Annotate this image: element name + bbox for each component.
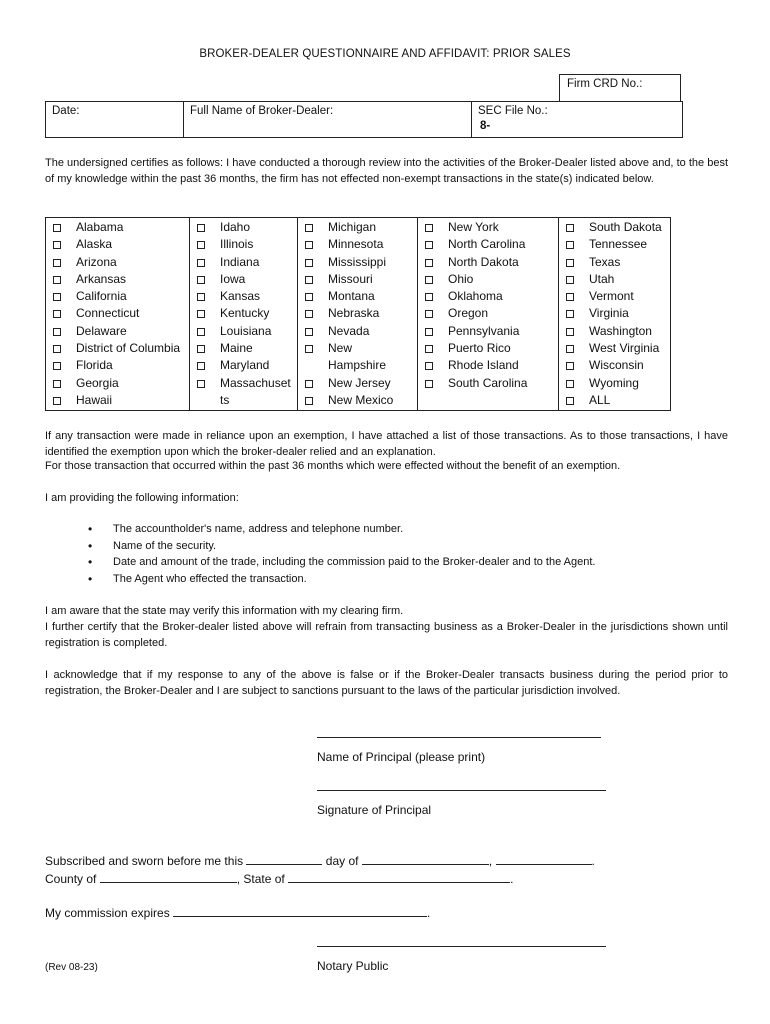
state-label: Georgia bbox=[76, 375, 119, 390]
state-checkbox-item[interactable] bbox=[197, 357, 297, 374]
checkbox-icon[interactable] bbox=[425, 276, 433, 284]
states-column-1 bbox=[46, 218, 190, 411]
state-checkbox-item[interactable] bbox=[566, 392, 670, 409]
revision-label: (Rev 08-23) bbox=[45, 962, 98, 973]
day-of-label: day of bbox=[325, 854, 359, 868]
state-checkbox-item[interactable] bbox=[305, 340, 417, 375]
principal-name-line[interactable] bbox=[317, 737, 601, 738]
subscribed-row: Subscribed and sworn before me this day of , . bbox=[45, 854, 595, 868]
checkbox-icon[interactable] bbox=[566, 397, 574, 405]
checkbox-icon[interactable] bbox=[425, 293, 433, 301]
checkbox-icon[interactable] bbox=[425, 362, 433, 370]
state-label: Louisiana bbox=[220, 323, 272, 338]
checkbox-icon[interactable] bbox=[197, 259, 205, 267]
state-checkbox-item[interactable] bbox=[566, 305, 670, 322]
checkbox-icon[interactable] bbox=[425, 345, 433, 353]
header-table bbox=[45, 101, 683, 138]
sec-file-field[interactable] bbox=[472, 102, 683, 138]
state-label: Rhode Island bbox=[448, 358, 519, 373]
broker-name-label: Full Name of Broker-Dealer: bbox=[190, 105, 334, 117]
commission-row: My commission expires . bbox=[45, 906, 431, 920]
state-checkbox-item[interactable] bbox=[566, 323, 670, 340]
state-label: Iowa bbox=[220, 271, 246, 286]
checkbox-icon[interactable] bbox=[305, 224, 313, 232]
refrain-text: I further certify that the Broker-dealer listed above will refrain from transacting business as a Broker-Dealer in the jurisdictions shown until registration is completed. bbox=[45, 621, 728, 649]
state-label: Illinois bbox=[220, 237, 254, 252]
state-checkbox-item[interactable] bbox=[305, 392, 417, 409]
state-label: West Virginia bbox=[589, 341, 660, 356]
state-label: South Dakota bbox=[589, 220, 662, 234]
state-label: North Dakota bbox=[448, 254, 519, 269]
checkbox-icon[interactable] bbox=[305, 293, 313, 301]
state-checkbox-item[interactable] bbox=[566, 375, 670, 392]
state-checkbox-item[interactable] bbox=[305, 236, 417, 253]
state-label: District of Columbia bbox=[76, 341, 181, 356]
state-label: Maryland bbox=[220, 358, 270, 373]
state-checkbox-item[interactable] bbox=[305, 288, 417, 305]
notary-label: Notary Public bbox=[317, 959, 389, 973]
checkbox-icon[interactable] bbox=[53, 328, 61, 336]
checkbox-icon[interactable] bbox=[566, 224, 574, 232]
state-label: Ohio bbox=[448, 271, 474, 286]
state-checkbox-item[interactable] bbox=[305, 219, 417, 236]
checkbox-icon[interactable] bbox=[53, 310, 61, 318]
date-field[interactable] bbox=[46, 102, 184, 138]
state-label: Pennsylvania bbox=[448, 323, 520, 338]
state-label: Wyoming bbox=[589, 375, 639, 390]
day-line[interactable] bbox=[246, 854, 322, 865]
state-label: Alaska bbox=[76, 237, 113, 252]
commission-line[interactable] bbox=[173, 906, 427, 917]
checkbox-icon[interactable] bbox=[53, 224, 61, 232]
exemption-text-2: For those transaction that occurred within the past 36 months which were effected without the benefit of an exemption. bbox=[45, 460, 621, 472]
state-label: Kentucky bbox=[220, 306, 270, 321]
state-label: New Hampshire bbox=[328, 341, 387, 373]
checkbox-icon[interactable] bbox=[425, 259, 433, 267]
state-label: Maine bbox=[220, 341, 253, 356]
checkbox-icon[interactable] bbox=[305, 380, 313, 388]
state-checkbox-item[interactable] bbox=[53, 254, 189, 271]
checkbox-icon[interactable] bbox=[197, 293, 205, 301]
states-column-4 bbox=[418, 218, 559, 411]
state-label: Vermont bbox=[589, 289, 634, 304]
state-label: Texas bbox=[589, 254, 621, 269]
state-checkbox-item[interactable] bbox=[53, 305, 189, 322]
checkbox-icon[interactable] bbox=[197, 310, 205, 318]
info-list bbox=[88, 521, 595, 587]
state-checkbox-item[interactable] bbox=[425, 219, 558, 236]
state-checkbox-item[interactable] bbox=[53, 392, 189, 409]
state-checkbox-item[interactable] bbox=[197, 323, 297, 340]
state-label: Massachusetts bbox=[220, 375, 291, 407]
list-item: • Name of the security. bbox=[88, 538, 595, 555]
state-checkbox-item[interactable] bbox=[197, 271, 297, 288]
year-line[interactable] bbox=[496, 854, 592, 865]
state-label: Delaware bbox=[76, 323, 127, 338]
state-line[interactable] bbox=[288, 872, 510, 883]
state-label: Arizona bbox=[76, 254, 117, 269]
state-label: New York bbox=[448, 220, 499, 234]
state-checkbox-item[interactable] bbox=[425, 254, 558, 271]
state-label: ALL bbox=[589, 392, 611, 407]
principal-signature-line[interactable] bbox=[317, 790, 606, 791]
state-checkbox-item[interactable] bbox=[53, 288, 189, 305]
state-label: South Carolina bbox=[448, 375, 528, 390]
notary-line[interactable] bbox=[317, 946, 606, 947]
commission-label: My commission expires bbox=[45, 906, 170, 920]
state-label: Montana bbox=[328, 289, 375, 304]
state-checkbox-item[interactable] bbox=[425, 340, 558, 357]
states-column-3 bbox=[298, 218, 418, 411]
checkbox-icon[interactable] bbox=[53, 380, 61, 388]
state-checkbox-item[interactable] bbox=[197, 236, 297, 253]
state-label: Nebraska bbox=[328, 306, 380, 321]
subscribed-label: Subscribed and sworn before me this bbox=[45, 854, 244, 868]
state-label: Florida bbox=[76, 358, 113, 373]
checkbox-icon[interactable] bbox=[305, 345, 313, 353]
state-label: Virginia bbox=[589, 306, 629, 321]
checkbox-icon[interactable] bbox=[566, 259, 574, 267]
checkbox-icon[interactable] bbox=[53, 241, 61, 249]
checkbox-icon[interactable] bbox=[305, 328, 313, 336]
state-label: Connecticut bbox=[76, 306, 140, 321]
state-label: Mississippi bbox=[328, 254, 387, 269]
checkbox-icon[interactable] bbox=[53, 362, 61, 370]
state-label: Puerto Rico bbox=[448, 341, 511, 356]
checkbox-icon[interactable] bbox=[566, 276, 574, 284]
state-label: New Jersey bbox=[328, 375, 391, 390]
state-checkbox-item[interactable] bbox=[566, 340, 670, 357]
state-checkbox-item[interactable] bbox=[566, 219, 670, 236]
state-checkbox-item[interactable] bbox=[566, 357, 670, 374]
state-checkbox-item[interactable] bbox=[566, 236, 670, 253]
exemption-text-1: If any transaction were made in reliance upon an exemption, I have attached a list of those transactions. As to those transactions, I have identified the exemption upon which the broker-dealer relied and an explanation. bbox=[45, 430, 728, 458]
state-checkbox-item[interactable] bbox=[53, 375, 189, 392]
checkbox-icon[interactable] bbox=[305, 397, 313, 405]
state-label: Wisconsin bbox=[589, 358, 644, 373]
state-checkbox-item[interactable] bbox=[53, 323, 189, 340]
checkbox-icon[interactable] bbox=[53, 276, 61, 284]
checkbox-icon[interactable] bbox=[53, 259, 61, 267]
checkbox-icon[interactable] bbox=[197, 276, 205, 284]
date-label: Date: bbox=[52, 105, 80, 117]
state-checkbox-item[interactable] bbox=[425, 236, 558, 253]
state-label: North Carolina bbox=[448, 237, 526, 252]
firm-crd-field[interactable] bbox=[559, 74, 681, 102]
month-line[interactable] bbox=[362, 854, 489, 865]
state-checkbox-item[interactable] bbox=[566, 271, 670, 288]
acknowledge-text: I acknowledge that if my response to any of the above is false or if the Broker-Dealer transacts business during the period prior to registration, the Broker-Dealer and I are subject to sanctions pursuant to the laws of the particular jurisdiction involved. bbox=[45, 669, 728, 697]
sec-file-label: SEC File No.: bbox=[478, 105, 548, 117]
state-label: Arkansas bbox=[76, 271, 127, 286]
checkbox-icon[interactable] bbox=[53, 397, 61, 405]
sec-file-value: 8- bbox=[480, 120, 491, 132]
state-label: New Mexico bbox=[328, 392, 394, 407]
checkbox-icon[interactable] bbox=[53, 345, 61, 353]
checkbox-icon[interactable] bbox=[197, 380, 205, 388]
state-label: Missouri bbox=[328, 271, 373, 286]
state-checkbox-item[interactable] bbox=[197, 288, 297, 305]
checkbox-icon[interactable] bbox=[566, 328, 574, 336]
aware-text: I am aware that the state may verify this information with my clearing firm. bbox=[45, 605, 404, 617]
broker-name-field[interactable] bbox=[184, 102, 472, 138]
state-checkbox-item[interactable] bbox=[53, 340, 189, 357]
checkbox-icon[interactable] bbox=[566, 362, 574, 370]
county-row: County of , State of . bbox=[45, 872, 514, 886]
state-label: , State of bbox=[236, 872, 285, 886]
state-label: Utah bbox=[589, 271, 615, 286]
checkbox-icon[interactable] bbox=[305, 310, 313, 318]
state-label: Idaho bbox=[220, 220, 251, 234]
state-checkbox-item[interactable] bbox=[425, 288, 558, 305]
checkbox-icon[interactable] bbox=[566, 380, 574, 388]
state-label: Michigan bbox=[328, 220, 377, 234]
checkbox-icon[interactable] bbox=[305, 259, 313, 267]
state-checkbox-item[interactable] bbox=[197, 340, 297, 357]
county-label: County of bbox=[45, 872, 97, 886]
state-label: Alabama bbox=[76, 220, 124, 234]
providing-text: I am providing the following information: bbox=[45, 492, 239, 504]
state-checkbox-item[interactable] bbox=[305, 305, 417, 322]
principal-signature-label: Signature of Principal bbox=[317, 803, 432, 817]
checkbox-icon[interactable] bbox=[197, 241, 205, 249]
state-checkbox-item[interactable] bbox=[566, 288, 670, 305]
firm-crd-label: Firm CRD No.: bbox=[567, 78, 643, 90]
checkbox-icon[interactable] bbox=[425, 310, 433, 318]
state-checkbox-item[interactable] bbox=[305, 375, 417, 392]
state-checkbox-item[interactable] bbox=[53, 236, 189, 253]
state-label: California bbox=[76, 289, 127, 304]
state-label: Hawaii bbox=[76, 392, 113, 407]
state-checkbox-item[interactable] bbox=[197, 305, 297, 322]
state-label: Kansas bbox=[220, 289, 261, 304]
state-checkbox-item[interactable] bbox=[197, 254, 297, 271]
state-checkbox-item[interactable] bbox=[197, 375, 297, 410]
state-label: Oregon bbox=[448, 306, 489, 321]
state-label: Indiana bbox=[220, 254, 260, 269]
state-checkbox-item[interactable] bbox=[305, 254, 417, 271]
list-item: • Date and amount of the trade, including the commission paid to the Broker-dealer and to the Agent. bbox=[88, 554, 595, 571]
state-checkbox-item[interactable] bbox=[53, 357, 189, 374]
state-checkbox-item[interactable] bbox=[305, 323, 417, 340]
checkbox-icon[interactable] bbox=[425, 328, 433, 336]
states-column-2 bbox=[190, 218, 298, 411]
state-checkbox-item[interactable] bbox=[305, 271, 417, 288]
state-checkbox-item[interactable] bbox=[566, 254, 670, 271]
checkbox-icon[interactable] bbox=[197, 328, 205, 336]
states-column-5 bbox=[559, 218, 671, 411]
state-checkbox-item[interactable] bbox=[425, 305, 558, 322]
state-checkbox-item[interactable] bbox=[53, 271, 189, 288]
state-label: Tennessee bbox=[589, 237, 648, 252]
checkbox-icon[interactable] bbox=[566, 345, 574, 353]
checkbox-icon[interactable] bbox=[566, 293, 574, 301]
checkbox-icon[interactable] bbox=[197, 362, 205, 370]
state-label: Minnesota bbox=[328, 237, 384, 252]
checkbox-icon[interactable] bbox=[197, 345, 205, 353]
states-table bbox=[45, 217, 671, 411]
checkbox-icon[interactable] bbox=[566, 241, 574, 249]
checkbox-icon[interactable] bbox=[305, 241, 313, 249]
checkbox-icon[interactable] bbox=[425, 380, 433, 388]
list-item: • The Agent who effected the transaction. bbox=[88, 571, 595, 588]
state-label: Washington bbox=[589, 323, 652, 338]
checkbox-icon[interactable] bbox=[566, 310, 574, 318]
list-item: • The accountholder's name, address and telephone number. bbox=[88, 521, 595, 538]
checkbox-icon[interactable] bbox=[425, 224, 433, 232]
state-checkbox-item[interactable] bbox=[425, 271, 558, 288]
state-checkbox-item[interactable] bbox=[53, 219, 189, 236]
principal-name-label: Name of Principal (please print) bbox=[317, 750, 486, 764]
form-title: BROKER-DEALER QUESTIONNAIRE AND AFFIDAVIT: PRIOR SALES bbox=[199, 48, 571, 60]
state-label: Nevada bbox=[328, 323, 370, 338]
checkbox-icon[interactable] bbox=[197, 224, 205, 232]
state-checkbox-item[interactable] bbox=[197, 219, 297, 236]
state-label: Oklahoma bbox=[448, 289, 503, 304]
certification-text: The undersigned certifies as follows: I have conducted a thorough review into the activities of the Broker-Dealer listed above and, to the best of my knowledge within the past 36 months, the firm has not effected non-exempt transactions in the state(s) indicated below. bbox=[45, 157, 728, 185]
checkbox-icon[interactable] bbox=[305, 276, 313, 284]
state-checkbox-item[interactable] bbox=[425, 357, 558, 374]
state-checkbox-item[interactable] bbox=[425, 323, 558, 340]
county-line[interactable] bbox=[100, 872, 237, 883]
checkbox-icon[interactable] bbox=[53, 293, 61, 301]
checkbox-icon[interactable] bbox=[425, 241, 433, 249]
state-checkbox-item[interactable] bbox=[425, 375, 558, 392]
